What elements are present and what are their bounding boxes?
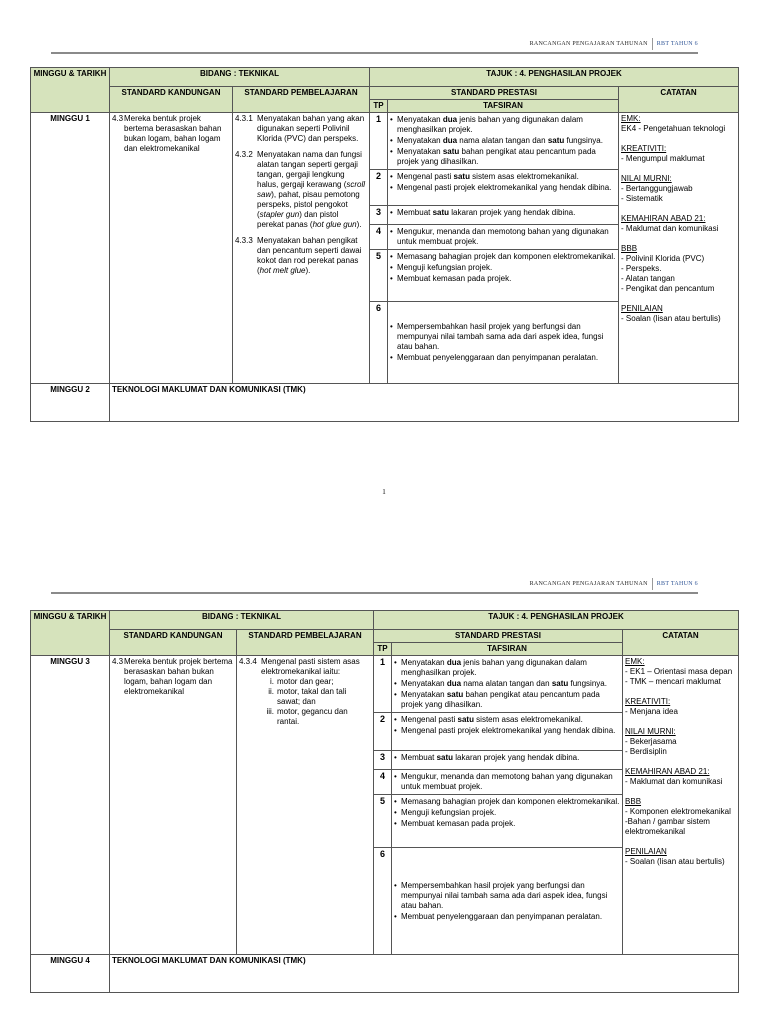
sp-text	[255, 150, 367, 230]
running-head-left: RANCANGAN PENGAJARAN TAHUNAN	[529, 581, 648, 587]
tafsiran-item	[394, 658, 620, 678]
sk-number: 4.3	[112, 114, 124, 123]
header-tafsiran: TAFSIRAN	[388, 100, 619, 113]
header-standard-prestasi: STANDARD PRESTASI	[370, 87, 619, 100]
tafsiran-cell	[388, 302, 619, 384]
tp-number: 5	[374, 795, 392, 848]
tafsiran-segment: Memasang bahagian projek dan komponen elektromekanikal.	[401, 797, 620, 806]
sp-text: Mengenal pasti sistem asas elektromekanikal iaitu:	[261, 657, 360, 676]
tafsiran-segment: satu	[432, 208, 450, 217]
bullet-icon: •	[394, 715, 397, 724]
tp-number: 4	[374, 770, 392, 795]
catatan-line: - TMK – mencari maklumat	[625, 677, 721, 686]
sp-item	[239, 657, 371, 727]
tafsiran-list	[390, 115, 616, 167]
header-standard-kandungan: STANDARD KANDUNGAN	[110, 87, 233, 113]
catatan-heading: EMK:	[625, 657, 645, 666]
tafsiran-segment: fungsinya.	[568, 679, 607, 688]
tafsiran-item	[390, 136, 616, 146]
sp-text	[255, 236, 367, 276]
tafsiran-item	[390, 227, 616, 247]
tafsiran-segment: Mempersembahkan hasil projek yang berfungsi dan mempunyai nilai tambah sama ada dari aspek idea, fungsi atau bahan.	[397, 322, 604, 351]
bullet-icon: •	[390, 115, 393, 124]
catatan-heading: NILAI MURNI:	[621, 174, 672, 183]
tafsiran-segment: Menyatakan	[397, 115, 443, 124]
bullet-icon: •	[394, 772, 397, 781]
tafsiran-segment: dua	[446, 679, 462, 688]
tafsiran-item	[394, 797, 620, 807]
tafsiran-cell	[392, 795, 623, 848]
tafsiran-item	[390, 115, 616, 135]
tafsiran-segment: Mengukur, menanda dan memotong bahan yang digunakan untuk membuat projek.	[397, 227, 609, 246]
tafsiran-item	[394, 726, 620, 736]
tafsiran-list	[390, 172, 616, 193]
tafsiran-segment: Mengukur, menanda dan memotong bahan yang digunakan untuk membuat projek.	[401, 772, 613, 791]
tafsiran-text	[397, 274, 616, 284]
sp-segment: Menyatakan bahan pengikat dan pencantum seperti dawai kokot dan rod perekat panas (	[257, 236, 362, 275]
tafsiran-segment: lakaran projek yang hendak dibina.	[449, 208, 576, 217]
footer-topic-cell: TEKNOLOGI MAKLUMAT DAN KOMUNIKASI (TMK)	[110, 955, 739, 993]
tafsiran-segment: jenis bahan yang digunakan dalam menghasilkan projek.	[397, 115, 583, 134]
header-rule	[51, 592, 698, 594]
bullet-icon: •	[390, 172, 393, 181]
running-head-right: RBT TAHUN 6	[656, 581, 698, 587]
tafsiran-segment: satu	[453, 172, 470, 181]
bullet-icon: •	[390, 263, 393, 272]
header-standard-pembelajaran: STANDARD PEMBELAJARAN	[237, 630, 374, 656]
tp-number: 2	[370, 170, 388, 206]
header-standard-prestasi: STANDARD PRESTASI	[374, 630, 623, 643]
bullet-icon: •	[394, 819, 397, 828]
bullet-icon: •	[390, 227, 393, 236]
bullet-icon: •	[394, 880, 397, 890]
tafsiran-item	[394, 753, 620, 763]
sp-subitem-text: motor dan gear;	[277, 677, 334, 686]
tp-number: 1	[374, 656, 392, 713]
header-standard-kandungan: STANDARD KANDUNGAN	[110, 630, 237, 656]
catatan-heading: KREATIVITI:	[625, 697, 671, 706]
tafsiran-text	[401, 658, 620, 678]
catatan-line: - Berdisiplin	[625, 747, 667, 756]
header-tp: TP	[374, 643, 392, 656]
bullet-icon: •	[394, 726, 397, 735]
sp-subitem-number: iii.	[266, 707, 274, 716]
tafsiran-segment: sistem asas elektromekanikal.	[469, 172, 579, 181]
tp-number: 3	[374, 751, 392, 770]
tafsiran-list	[394, 881, 620, 922]
header-bidang: BIDANG : TEKNIKAL	[110, 68, 370, 87]
tafsiran-item	[390, 208, 616, 218]
tafsiran-segment: Membuat kemasan pada projek.	[397, 274, 512, 283]
tafsiran-segment: Memasang bahagian projek dan komponen elektromekanikal.	[397, 252, 616, 261]
tp-number: 2	[374, 713, 392, 751]
tafsiran-text	[401, 912, 620, 922]
tafsiran-item	[394, 912, 620, 922]
sp-segment: Menyatakan nama dan fungsi alatan tangan seperti gergaji tangan, gergaji lengkung halus, gergaji kerawang (	[257, 150, 362, 189]
tafsiran-segment: Membuat penyelenggaraan dan penyimpanan peralatan.	[401, 911, 603, 921]
tafsiran-segment: lakaran projek yang hendak dibina.	[453, 753, 580, 762]
bullet-icon: •	[390, 274, 393, 283]
running-head-separator	[652, 38, 653, 50]
catatan-line: - Mengumpul maklumat	[621, 154, 705, 163]
tafsiran-segment: Membuat kemasan pada projek.	[401, 819, 516, 828]
bullet-icon: •	[390, 208, 393, 217]
tafsiran-text	[397, 322, 616, 352]
sp-segment: ).	[305, 266, 311, 275]
header-catatan: CATATAN	[619, 87, 739, 113]
sp-code: 4.3.2	[235, 150, 253, 159]
tafsiran-list	[390, 322, 616, 363]
page-2	[0, 540, 768, 1024]
catatan-heading: BBB	[625, 797, 642, 806]
tafsiran-text	[397, 147, 616, 167]
standard-kandungan-cell	[110, 113, 233, 384]
tafsiran-segment: Menguji kefungsian projek.	[401, 808, 497, 817]
catatan-line: - Komponen elektromekanikal	[625, 807, 731, 816]
tafsiran-segment: Mempersembahkan hasil projek yang berfungsi dan mempunyai nilai tambah sama ada dari aspek idea, fungsi atau bahan.	[401, 880, 608, 910]
tafsiran-text	[397, 183, 616, 193]
tafsiran-text	[401, 679, 620, 689]
tafsiran-item	[394, 715, 620, 725]
bullet-icon: •	[394, 679, 397, 688]
tafsiran-item	[390, 172, 616, 182]
page-number: 1	[382, 488, 386, 496]
sp-item	[235, 150, 367, 230]
footer-week-cell: MINGGU 4	[31, 955, 110, 993]
tafsiran-segment: satu	[442, 147, 460, 156]
sp-subitem-number: i.	[270, 677, 274, 686]
sp-text	[255, 114, 367, 144]
tafsiran-segment: Mengenal pasti	[401, 715, 458, 724]
week-cell: MINGGU 1	[31, 113, 110, 384]
tafsiran-text	[397, 227, 616, 247]
tafsiran-list	[394, 658, 620, 710]
tafsiran-item	[394, 679, 620, 689]
header-tajuk: TAJUK : 4. PENGHASILAN PROJEK	[370, 68, 739, 87]
footer-topic-cell: TEKNOLOGI MAKLUMAT DAN KOMUNIKASI (TMK)	[110, 384, 739, 422]
running-head-right: RBT TAHUN 6	[656, 41, 698, 47]
sp-subitem-text: motor, gegancu dan rantai.	[277, 707, 348, 726]
tafsiran-item	[394, 690, 620, 710]
tafsiran-segment: dua	[446, 658, 462, 667]
header-rule	[51, 52, 698, 54]
tafsiran-segment: Membuat	[397, 208, 433, 217]
catatan-content	[625, 657, 736, 867]
sp-code: 4.3.3	[235, 236, 253, 245]
running-head-left: RANCANGAN PENGAJARAN TAHUNAN	[529, 41, 648, 47]
tafsiran-text	[397, 252, 616, 262]
catatan-cell	[623, 656, 739, 955]
plan-table-1	[30, 67, 739, 422]
tafsiran-segment: satu	[436, 753, 454, 762]
catatan-cell	[619, 113, 739, 384]
tafsiran-list	[390, 208, 616, 218]
tafsiran-list	[394, 715, 620, 736]
catatan-line: - Perspeks.	[621, 264, 662, 273]
running-head	[530, 578, 698, 590]
tafsiran-segment: Menyatakan	[397, 136, 443, 145]
catatan-line: - Pengikat dan pencantum	[621, 284, 715, 293]
catatan-heading: NILAI MURNI:	[625, 727, 676, 736]
tafsiran-segment: Mengenal pasti	[397, 172, 454, 181]
bullet-icon: •	[390, 353, 393, 362]
tafsiran-text	[397, 136, 616, 146]
tafsiran-list	[390, 227, 616, 247]
tafsiran-item	[390, 252, 616, 262]
standard-pembelajaran-cell	[233, 113, 370, 384]
catatan-heading: PENILAIAN	[621, 304, 663, 313]
running-head	[530, 38, 698, 50]
tafsiran-segment: Mengenal pasti projek elektromekanikal yang hendak dibina.	[401, 726, 616, 735]
catatan-line: -Bahan / gambar sistem elektromekanikal	[625, 817, 710, 836]
catatan-heading: KEMAHIRAN ABAD 21:	[625, 767, 710, 776]
tafsiran-item	[390, 322, 616, 352]
catatan-line: - Polivinil Klorida (PVC)	[621, 254, 705, 263]
tp-number: 3	[370, 206, 388, 225]
header-bidang: BIDANG : TEKNIKAL	[110, 611, 374, 630]
sp-item	[235, 114, 367, 144]
tafsiran-text	[401, 726, 620, 736]
tafsiran-cell	[388, 113, 619, 170]
tafsiran-text	[401, 819, 620, 829]
tafsiran-segment: Membuat	[401, 753, 437, 762]
tafsiran-text	[401, 881, 620, 911]
sp-list	[235, 114, 367, 276]
bullet-icon: •	[390, 183, 393, 192]
sp-subitem-text: motor, takal dan tali sawat; dan	[277, 687, 347, 706]
running-head-separator	[652, 578, 653, 590]
tafsiran-list	[394, 772, 620, 792]
header-tafsiran: TAFSIRAN	[392, 643, 623, 656]
sp-code: 4.3.1	[235, 114, 253, 123]
catatan-heading: EMK:	[621, 114, 641, 123]
tafsiran-segment: nama alatan tangan dan	[461, 679, 552, 688]
tafsiran-segment: Menyatakan	[401, 679, 447, 688]
tafsiran-cell	[388, 225, 619, 250]
catatan-line: - Maklumat dan komunikasi	[621, 224, 719, 233]
tafsiran-segment: Menyatakan	[401, 690, 447, 699]
tafsiran-cell	[392, 848, 623, 955]
catatan-line: - Sistematik	[621, 194, 663, 203]
catatan-line: - Soalan (lisan atau bertulis)	[625, 857, 725, 866]
tafsiran-segment: Mengenal pasti projek elektromekanikal yang hendak dibina.	[397, 183, 612, 192]
sp-item	[235, 236, 367, 276]
bullet-icon: •	[390, 147, 393, 156]
tafsiran-segment: Membuat penyelenggaraan dan penyimpanan peralatan.	[397, 353, 599, 362]
tafsiran-item	[394, 808, 620, 818]
sp-segment: stapler gun	[259, 210, 300, 219]
sp-subitems	[261, 677, 371, 727]
plan-table-2	[30, 610, 739, 993]
tafsiran-cell	[388, 206, 619, 225]
tafsiran-segment: sistem asas elektromekanikal.	[473, 715, 583, 724]
tafsiran-segment: dua	[442, 115, 458, 124]
tafsiran-segment: satu	[446, 690, 464, 699]
tafsiran-text	[397, 353, 616, 363]
tafsiran-text	[397, 172, 616, 182]
tafsiran-segment: bahan pengikat atau pencantum pada projek yang dihasilkan.	[397, 147, 596, 166]
tafsiran-cell	[388, 170, 619, 206]
tafsiran-segment: satu	[457, 715, 474, 724]
tafsiran-segment: satu	[547, 136, 565, 145]
catatan-heading: BBB	[621, 244, 638, 253]
sp-segment: hot melt glue	[259, 266, 306, 275]
tafsiran-item	[390, 147, 616, 167]
catatan-content	[621, 114, 736, 324]
sp-subitem-number: ii.	[268, 687, 274, 696]
tafsiran-segment: fungsinya.	[564, 136, 603, 145]
tafsiran-segment: bahan pengikat atau pencantum pada projek yang dihasilkan.	[401, 690, 600, 709]
tp-number: 6	[374, 848, 392, 955]
sp-segment: hot glue gun	[312, 220, 357, 229]
bullet-icon: •	[394, 690, 397, 699]
catatan-line: - Bekerjasama	[625, 737, 677, 746]
sp-segment: ) dan pistol perekat panas (	[257, 210, 339, 229]
tafsiran-segment: satu	[551, 679, 569, 688]
catatan-line: - Soalan (lisan atau bertulis)	[621, 314, 721, 323]
tafsiran-text	[397, 115, 616, 135]
catatan-heading: KREATIVITI:	[621, 144, 667, 153]
sp-segment: scroll saw	[257, 180, 366, 199]
sp-subitem	[263, 707, 371, 727]
tp-number: 1	[370, 113, 388, 170]
tafsiran-segment: Menyatakan	[401, 658, 447, 667]
catatan-line: - Menjana idea	[625, 707, 678, 716]
tafsiran-cell	[392, 656, 623, 713]
tafsiran-text	[397, 208, 616, 218]
catatan-line: EK4 - Pengetahuan teknologi	[621, 124, 726, 133]
tafsiran-item	[394, 881, 620, 911]
tp-number: 5	[370, 250, 388, 302]
tp-number: 6	[370, 302, 388, 384]
bullet-icon: •	[394, 658, 397, 667]
sp-segment: ), pahat, pisau pemotong perspeks, pistol pengokot (	[257, 190, 360, 219]
tafsiran-item	[390, 183, 616, 193]
tp-number: 4	[370, 225, 388, 250]
week-cell: MINGGU 3	[31, 656, 110, 955]
tafsiran-item	[394, 819, 620, 829]
tafsiran-text	[401, 808, 620, 818]
tafsiran-segment: nama alatan tangan dan	[457, 136, 548, 145]
bullet-icon: •	[394, 911, 397, 921]
header-week: MINGGU & TARIKH	[31, 68, 110, 113]
tafsiran-text	[401, 715, 620, 725]
tafsiran-text	[401, 797, 620, 807]
header-week: MINGGU & TARIKH	[31, 611, 110, 656]
header-tajuk: TAJUK : 4. PENGHASILAN PROJEK	[374, 611, 739, 630]
tafsiran-segment: jenis bahan yang digunakan dalam menghasilkan projek.	[401, 658, 587, 677]
catatan-line: - Alatan tangan	[621, 274, 675, 283]
bullet-icon: •	[394, 808, 397, 817]
sp-subitem	[263, 677, 371, 687]
tafsiran-item	[390, 274, 616, 284]
tafsiran-list	[390, 252, 616, 284]
bullet-icon: •	[390, 136, 393, 145]
header-standard-pembelajaran: STANDARD PEMBELAJARAN	[233, 87, 370, 113]
tafsiran-cell	[392, 751, 623, 770]
header-catatan: CATATAN	[623, 630, 739, 656]
tafsiran-cell	[392, 770, 623, 795]
catatan-heading: KEMAHIRAN ABAD 21:	[621, 214, 706, 223]
bullet-icon: •	[390, 322, 393, 331]
sp-segment: ).	[356, 220, 362, 229]
tafsiran-segment: Menyatakan	[397, 147, 443, 156]
tafsiran-list	[394, 753, 620, 763]
catatan-line: - EK1 – Orientasi masa depan	[625, 667, 733, 676]
tafsiran-item	[390, 353, 616, 363]
tafsiran-text	[401, 772, 620, 792]
sp-segment: Menyatakan bahan yang akan digunakan seperti Polivinil Klorida (PVC) dan perspeks.	[257, 114, 365, 143]
sp-body	[259, 657, 371, 727]
tafsiran-item	[394, 772, 620, 792]
standard-kandungan-cell	[110, 656, 237, 955]
bullet-icon: •	[390, 252, 393, 261]
tafsiran-segment: dua	[442, 136, 458, 145]
bullet-icon: •	[394, 797, 397, 806]
sk-text: Mereka bentuk projek bertema berasaskan bahan bukan logam, bahan logam dan elektromekanikal	[124, 657, 233, 696]
tafsiran-text	[397, 263, 616, 273]
standard-pembelajaran-cell	[237, 656, 374, 955]
sk-number: 4.3	[112, 657, 124, 666]
sp-code: 4.3.4	[239, 657, 257, 666]
sk-text: Mereka bentuk projek bertema berasaskan bahan bukan logam, bahan logam dan elektromekanikal	[124, 114, 222, 153]
tafsiran-text	[401, 753, 620, 763]
catatan-heading: PENILAIAN	[625, 847, 667, 856]
tafsiran-item	[390, 263, 616, 273]
catatan-line: - Bertanggungjawab	[621, 184, 693, 193]
tafsiran-text	[401, 690, 620, 710]
header-tp: TP	[370, 100, 388, 113]
tafsiran-cell	[392, 713, 623, 751]
bullet-icon: •	[394, 753, 397, 762]
catatan-line: - Maklumat dan komunikasi	[625, 777, 723, 786]
tafsiran-segment: Menguji kefungsian projek.	[397, 263, 493, 272]
tafsiran-cell	[388, 250, 619, 302]
tafsiran-list	[394, 797, 620, 829]
footer-week-cell: MINGGU 2	[31, 384, 110, 422]
sp-subitem	[263, 687, 371, 707]
